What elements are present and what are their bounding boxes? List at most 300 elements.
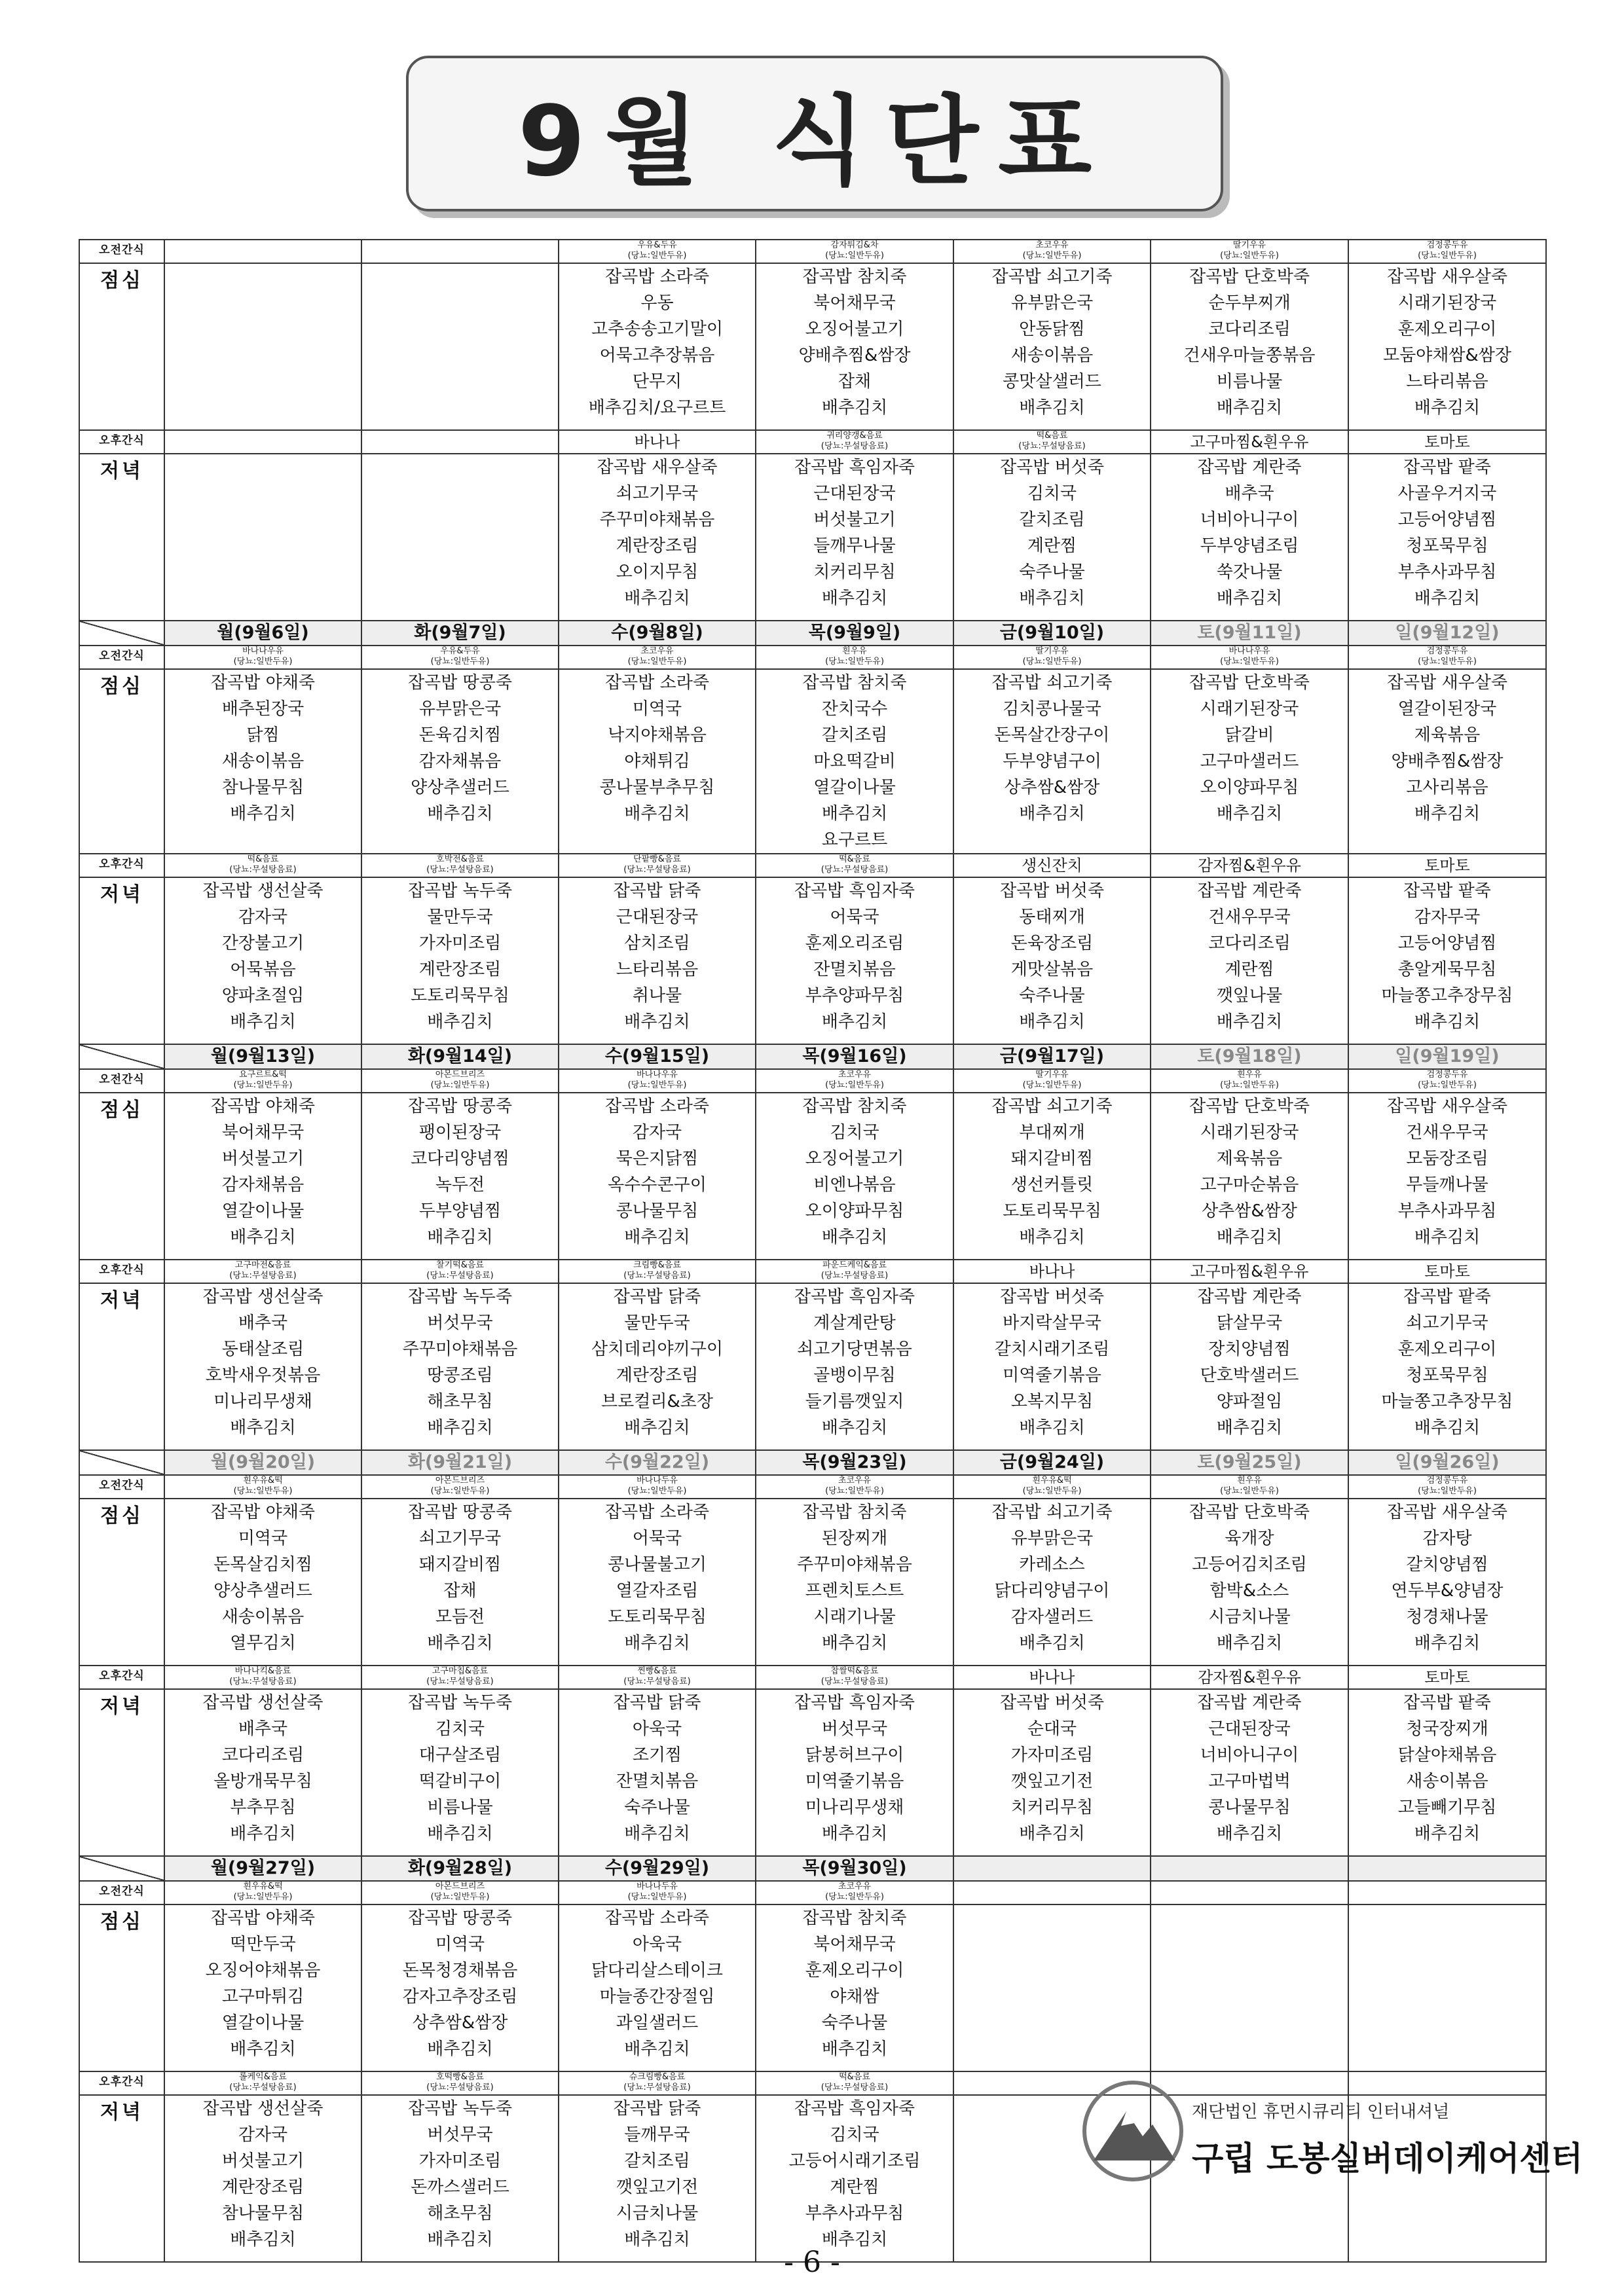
menu-item: 고구마샐러드 — [1200, 752, 1299, 771]
menu-item: 배추김치 — [624, 2039, 690, 2059]
dinner-cell — [756, 2095, 953, 2262]
menu-item: 계란찜 — [1027, 536, 1077, 556]
morning-label: 오전간식 — [79, 1475, 164, 1499]
center-logo — [1080, 2079, 1583, 2200]
morning-cell — [164, 1475, 361, 1499]
menu-item: 롤케익&음료 — [239, 2072, 287, 2082]
menu-item: 건새우무국 — [1406, 1123, 1488, 1142]
menu-item: 고구마순볶음 — [1200, 1175, 1299, 1195]
lunch-cell — [953, 1093, 1151, 1260]
menu-item: 청국장찌개 — [1406, 1719, 1488, 1739]
menu-item: 건새우무국 — [1208, 907, 1291, 927]
menu-item: 바나나 — [1029, 1668, 1075, 1686]
menu-item: 배추김치 — [1019, 1012, 1085, 1032]
menu-item: 유부맑은국 — [1010, 1529, 1094, 1548]
menu-item: 배추김치 — [230, 804, 296, 824]
menu-item: 떡&음료 — [1036, 431, 1068, 441]
menu-item: 크림빵&음료 — [633, 1260, 681, 1270]
menu-item: 배추김치 — [427, 1418, 493, 1438]
menu-item: 마늘종간장절임 — [599, 1987, 715, 2007]
menu-item: 부추무침 — [230, 1798, 296, 1817]
menu-item: 잡곡밥 야채죽 — [211, 1503, 315, 1522]
menu-item: 새송이볶음 — [1010, 346, 1094, 365]
lunch-cell — [1151, 669, 1348, 854]
menu-item: (당뇨:무설탕음료) — [229, 865, 297, 875]
menu-item: 시래기된장국 — [1200, 699, 1299, 719]
center-name: 구립 도봉실버데이케어센터 — [1192, 2140, 1583, 2178]
menu-item: (당뇨:일반두유) — [825, 1892, 884, 1902]
menu-item: 버섯무국 — [427, 1313, 493, 1333]
menu-item: 배추김치 — [624, 804, 690, 824]
menu-item: 버섯무국 — [821, 1719, 888, 1739]
menu-item: (당뇨:무설탕음료) — [623, 865, 691, 875]
morning-cell — [953, 1881, 1151, 1904]
menu-item: 잡곡밥 소라죽 — [605, 1097, 709, 1116]
menu-item: 잡곡밥 계란죽 — [1197, 881, 1302, 901]
morning-cell — [559, 1881, 756, 1904]
morning-cell — [164, 1069, 361, 1093]
lunch-cell — [1348, 1499, 1546, 1666]
menu-item: 양배추찜&쌈장 — [1391, 752, 1504, 771]
menu-item: 잡곡밥 닭죽 — [613, 881, 701, 901]
lunch-cell — [756, 669, 953, 854]
lunch-cell — [953, 1904, 1151, 2071]
menu-item: 배추김치 — [1216, 1418, 1283, 1438]
afternoon-cell — [361, 2071, 559, 2095]
menu-item: 배추김치 — [427, 1012, 493, 1032]
menu-item: 부추사과무침 — [805, 2204, 904, 2223]
menu-item: 도토리묵무침 — [1003, 1201, 1101, 1221]
menu-item: 갈치양념찜 — [1406, 1555, 1488, 1575]
afternoon-cell — [756, 1260, 953, 1283]
menu-item: 깻잎고기전 — [1010, 1772, 1094, 1791]
morning-cell — [756, 1475, 953, 1499]
menu-item: 감자채볶음 — [418, 752, 502, 771]
menu-item: 두부양념조림 — [1200, 536, 1299, 556]
dinner-cell — [164, 877, 361, 1044]
menu-item: 잡곡밥 버섯죽 — [1000, 1693, 1104, 1713]
lunch-cell — [953, 1499, 1151, 1666]
dinner-cell — [1348, 1283, 1546, 1450]
menu-item: 치커리무침 — [1010, 1798, 1094, 1817]
menu-item: (당뇨:무설탕음료) — [821, 1677, 889, 1686]
menu-item: 코다리양념찜 — [411, 1149, 509, 1169]
menu-item: 숙주나물 — [624, 1798, 690, 1817]
morning-cell — [953, 1069, 1151, 1093]
menu-item: 떡갈비구이 — [418, 1772, 502, 1791]
menu-item: 상추쌈&쌈장 — [412, 2013, 508, 2033]
menu-item: 배추김치 — [427, 1633, 493, 1653]
menu-item: (당뇨:일반두유) — [430, 1892, 490, 1902]
menu-item: 양파초절임 — [221, 986, 304, 1006]
menu-item: 배추김치 — [1216, 589, 1283, 608]
menu-item: 어묵국 — [830, 907, 879, 927]
menu-item: 된장찌개 — [821, 1529, 888, 1548]
dinner-cell — [1348, 1689, 1546, 1856]
menu-item: 너비아니구이 — [1200, 1745, 1299, 1765]
menu-item: (당뇨:일반두유) — [1418, 1080, 1477, 1090]
afternoon-row — [79, 430, 1546, 454]
menu-item: 바나나두유 — [637, 1882, 678, 1891]
menu-item: 두부양념찜 — [418, 1201, 502, 1221]
menu-item: 배추김치 — [1414, 398, 1481, 418]
menu-item: 부대찌개 — [1019, 1123, 1085, 1142]
menu-item: 초코우유 — [640, 646, 674, 656]
menu-item: 배추김치 — [1414, 1012, 1481, 1032]
date-cell: 토(9월11일) — [1151, 621, 1348, 646]
menu-item: 잡곡밥 땅콩죽 — [408, 1908, 512, 1928]
menu-item: 도토리묵무침 — [411, 986, 509, 1006]
menu-item: 잡곡밥 쇠고기죽 — [991, 1503, 1113, 1522]
lunch-label: 점심 — [79, 1499, 164, 1666]
menu-item: 닭살야채볶음 — [1397, 1745, 1497, 1765]
dinner-row — [79, 877, 1546, 1044]
menu-item: 훈제오리조림 — [805, 934, 904, 953]
menu-item: (당뇨:무설탕음료) — [821, 441, 889, 451]
dinner-label: 저녁 — [79, 1689, 164, 1856]
menu-item: 초코우유 — [838, 1882, 872, 1891]
menu-item: (당뇨:일반두유) — [1418, 1486, 1477, 1496]
menu-item: 시금치나물 — [1208, 1607, 1291, 1627]
dinner-cell — [164, 2095, 361, 2262]
menu-item: 배추김치 — [1216, 804, 1283, 824]
dinner-cell — [559, 2095, 756, 2262]
afternoon-cell — [756, 1666, 953, 1689]
menu-item: 근대된장국 — [616, 907, 699, 927]
menu-item: 잡곡밥 생선살죽 — [202, 1693, 323, 1713]
menu-item: 버섯무국 — [427, 2125, 493, 2145]
date-cell: 수(9월22일) — [559, 1450, 756, 1475]
afternoon-cell — [953, 1260, 1151, 1283]
menu-item: 잡곡밥 팥죽 — [1403, 1693, 1491, 1713]
menu-item: (당뇨:무설탕음료) — [821, 2083, 889, 2092]
date-corner — [79, 1044, 164, 1069]
menu-item: 치커리무침 — [813, 562, 896, 582]
menu-item: 땅콩조림 — [427, 1366, 493, 1385]
date-corner — [79, 1856, 164, 1881]
menu-item: 잡곡밥 녹두죽 — [408, 2099, 512, 2119]
morning-cell — [756, 1881, 953, 1904]
dinner-cell — [1348, 877, 1546, 1044]
lunch-cell — [953, 263, 1151, 430]
lunch-cell — [756, 1093, 953, 1260]
menu-item: 주꾸미야채볶음 — [599, 510, 715, 530]
menu-item: 갈치조림 — [821, 725, 888, 745]
menu-item: 열무김치 — [230, 1633, 296, 1653]
menu-item: 숙주나물 — [1019, 562, 1085, 582]
dinner-cell — [361, 1283, 559, 1450]
menu-item: 배추김치 — [1019, 1228, 1085, 1247]
menu-item: 열갈이나물 — [221, 1201, 304, 1221]
menu-item: 잡곡밥 소라죽 — [605, 267, 709, 287]
menu-item: 배추김치 — [1414, 1633, 1481, 1653]
menu-item: 토마토 — [1424, 856, 1470, 875]
menu-item: 콩나물무침 — [1208, 1798, 1291, 1817]
menu-item: 해초무침 — [427, 2204, 493, 2223]
menu-item: 호박새우젓볶음 — [205, 1366, 321, 1385]
lunch-cell — [164, 1904, 361, 2071]
menu-item: 버섯불고기 — [221, 2151, 304, 2171]
morning-cell — [1348, 1069, 1546, 1093]
menu-item: 북어채무국 — [813, 293, 896, 313]
menu-item: (당뇨:일반두유) — [825, 1486, 884, 1496]
menu-item: 잡곡밥 계란죽 — [1197, 1287, 1302, 1307]
menu-item: 부추사과무침 — [1397, 1201, 1497, 1221]
menu-item: 콩나물불고기 — [608, 1555, 707, 1575]
afternoon-cell — [164, 854, 361, 877]
date-cell: 화(9월14일) — [361, 1044, 559, 1069]
date-cell: 금(9월17일) — [953, 1044, 1151, 1069]
menu-item: 골뱅이무침 — [813, 1366, 896, 1385]
menu-item: 바나나우유 — [637, 1070, 678, 1080]
menu-item: 북어채무국 — [813, 1935, 896, 1954]
menu-item: 배추김치 — [1019, 1824, 1085, 1844]
menu-item: 물만두국 — [624, 1313, 690, 1333]
dinner-cell — [756, 877, 953, 1044]
menu-item: (당뇨:무설탕음료) — [623, 1677, 691, 1686]
lunch-cell — [1151, 1093, 1348, 1260]
menu-item: 갈치시래기조림 — [994, 1339, 1110, 1359]
menu-item: 돈육김치찜 — [418, 725, 502, 745]
menu-item: 닭봉허브구이 — [805, 1745, 904, 1765]
menu-item: 잡곡밥 팥죽 — [1403, 458, 1491, 477]
morning-cell — [1151, 1881, 1348, 1904]
dinner-cell — [559, 877, 756, 1044]
menu-item: 유부맑은국 — [1010, 293, 1094, 313]
menu-item: 잡곡밥 땅콩죽 — [408, 1097, 512, 1116]
menu-item: 참나물무침 — [221, 778, 304, 797]
date-cell: 목(9월30일) — [756, 1856, 953, 1881]
menu-item: 고구마칩&음료 — [432, 1666, 489, 1676]
lunch-cell — [559, 669, 756, 854]
date-cell: 금(9월10일) — [953, 621, 1151, 646]
afternoon-cell — [953, 854, 1151, 877]
menu-item: 시래기된장국 — [1397, 293, 1497, 313]
afternoon-label: 오후간식 — [79, 430, 164, 454]
dinner-row — [79, 1283, 1546, 1450]
menu-item: 어묵국 — [632, 1529, 682, 1548]
menu-item: 김치국 — [830, 2125, 879, 2145]
menu-item: 배추김치 — [821, 804, 888, 824]
menu-item: 버섯불고기 — [813, 510, 896, 530]
menu-item: 해초무침 — [427, 1392, 493, 1412]
menu-item: 배추김치 — [821, 2039, 888, 2059]
menu-item: (당뇨:일반두유) — [825, 251, 884, 261]
menu-item: (당뇨:일반두유) — [430, 1080, 490, 1090]
menu-item: 쇠고기무국 — [616, 484, 699, 503]
menu-item: 검정콩두유 — [1426, 1476, 1468, 1485]
menu-item: 요구르트 — [821, 830, 888, 850]
afternoon-cell — [559, 2071, 756, 2095]
menu-item: 초코우유 — [1035, 240, 1069, 250]
lunch-cell — [756, 1499, 953, 1666]
menu-item: 가자미조림 — [418, 2151, 502, 2171]
menu-item: 취나물 — [632, 986, 682, 1006]
menu-item: 순두부찌개 — [1208, 293, 1291, 313]
menu-item: 건새우마늘쫑볶음 — [1183, 346, 1316, 365]
menu-item: 배추김치 — [1414, 804, 1481, 824]
menu-item: 고구마법벅 — [1208, 1772, 1291, 1791]
menu-item: 배추김치 — [1216, 398, 1283, 418]
menu-item: 비름나물 — [427, 1798, 493, 1817]
menu-item: (당뇨:일반두유) — [1418, 251, 1477, 261]
dinner-row — [79, 454, 1546, 621]
menu-item: 배추김치 — [1216, 1228, 1283, 1247]
menu-item: 고추송송고기말이 — [591, 319, 723, 339]
menu-item: (당뇨:일반두유) — [1220, 251, 1279, 261]
menu-item: 배추김치 — [1414, 1228, 1481, 1247]
menu-item: 호박전&음료 — [436, 854, 484, 864]
menu-item: 바나나킥&음료 — [234, 1666, 291, 1676]
menu-item: 도토리묵무침 — [608, 1607, 707, 1627]
menu-item: (당뇨:무설탕음료) — [821, 1271, 889, 1281]
menu-item: 올방개묵무침 — [213, 1772, 312, 1791]
menu-item: (당뇨:일반두유) — [627, 1486, 687, 1496]
dinner-cell — [953, 1689, 1151, 1856]
date-cell — [1151, 1856, 1348, 1881]
menu-item: 배추김치 — [624, 1418, 690, 1438]
lunch-cell — [1151, 1904, 1348, 2071]
menu-item: 잡곡밥 땅콩죽 — [408, 673, 512, 693]
menu-item: 배추김치 — [1019, 398, 1085, 418]
menu-item: 과일샐러드 — [616, 2013, 699, 2033]
menu-item: (당뇨:무설탕음료) — [1018, 441, 1086, 451]
menu-item: 잡곡밥 참치죽 — [802, 267, 907, 287]
menu-item: (당뇨:일반두유) — [233, 1892, 293, 1902]
menu-item: 너비아니구이 — [1200, 510, 1299, 530]
menu-item: 초코우유 — [838, 1070, 872, 1080]
menu-item: 배추김치 — [624, 589, 690, 608]
menu-item: 아몬드브리즈 — [435, 1070, 485, 1080]
menu-item: 흰우유&떡 — [243, 1882, 283, 1891]
menu-item: (당뇨:일반두유) — [1022, 657, 1082, 666]
menu-item: 배추김치 — [1414, 1418, 1481, 1438]
menu-item: 잡곡밥 흑임자죽 — [794, 1693, 915, 1713]
afternoon-cell — [1151, 1260, 1348, 1283]
dinner-label: 저녁 — [79, 454, 164, 621]
menu-item: 들기름깻잎지 — [805, 1392, 904, 1412]
morning-row — [79, 1475, 1546, 1499]
menu-item: 배추김치 — [1019, 1418, 1085, 1438]
date-cell: 화(9월7일) — [361, 621, 559, 646]
lunch-cell — [361, 1499, 559, 1666]
menu-item: 시금치나물 — [616, 2204, 699, 2223]
menu-item: 부추양파무침 — [805, 986, 904, 1006]
lunch-cell — [361, 669, 559, 854]
afternoon-cell — [1151, 1666, 1348, 1689]
menu-item: 잡곡밥 참치죽 — [802, 1097, 907, 1116]
menu-item: 청경채나물 — [1406, 1607, 1488, 1627]
menu-item: 잡곡밥 흑임자죽 — [794, 2099, 915, 2119]
menu-item: 잡곡밥 팥죽 — [1403, 1287, 1491, 1307]
menu-item: 바나나 — [1029, 1262, 1075, 1281]
menu-item: 바나나두유 — [637, 1476, 678, 1485]
afternoon-label: 오후간식 — [79, 854, 164, 877]
menu-item: 잡곡밥 소라죽 — [605, 1908, 709, 1928]
menu-item: 검정콩두유 — [1426, 1070, 1468, 1080]
menu-item: 배추김치 — [624, 1633, 690, 1653]
menu-item: 잡곡밥 계란죽 — [1197, 1693, 1302, 1713]
dinner-cell — [953, 454, 1151, 621]
menu-item: 간장불고기 — [221, 934, 304, 953]
morning-row — [79, 1881, 1546, 1904]
dinner-cell — [1348, 454, 1546, 621]
afternoon-cell — [1348, 854, 1546, 877]
menu-item: 슈크림빵&음료 — [629, 2072, 686, 2082]
dinner-cell — [1151, 877, 1348, 1044]
menu-item: 잡곡밥 흑임자죽 — [794, 881, 915, 901]
morning-cell — [953, 1475, 1151, 1499]
morning-cell — [756, 646, 953, 669]
menu-item: (당뇨:일반두유) — [627, 1080, 687, 1090]
morning-row — [79, 240, 1546, 263]
menu-item: (당뇨:일반두유) — [1022, 1486, 1082, 1496]
afternoon-cell — [1151, 854, 1348, 877]
menu-item: 장치양념찜 — [1208, 1339, 1291, 1359]
menu-item: 청포묵무침 — [1406, 536, 1488, 556]
menu-item: 잡곡밥 야채죽 — [211, 1097, 315, 1116]
date-cell: 금(9월24일) — [953, 1450, 1151, 1475]
morning-cell — [756, 1069, 953, 1093]
menu-item: 새송이볶음 — [221, 1607, 304, 1627]
menu-item: 아욱국 — [632, 1935, 682, 1954]
date-row — [79, 1044, 1546, 1069]
menu-item: 계란장조림 — [418, 960, 502, 979]
menu-item: 코다리조림 — [1208, 934, 1291, 953]
menu-item: 생선커틀릿 — [1010, 1175, 1094, 1195]
menu-item: 잡곡밥 쇠고기죽 — [991, 1097, 1113, 1116]
menu-item: 잡곡밥 단호박죽 — [1189, 1097, 1310, 1116]
menu-item: 딸기우유 — [1035, 646, 1069, 656]
menu-item: 흰우유 — [1237, 1070, 1262, 1080]
morning-label: 오전간식 — [79, 646, 164, 669]
dinner-cell — [953, 877, 1151, 1044]
page-number: - 6 - — [784, 2246, 840, 2279]
dinner-label: 저녁 — [79, 2095, 164, 2262]
menu-item: 잡곡밥 생선살죽 — [202, 881, 323, 901]
afternoon-label: 오후간식 — [79, 1666, 164, 1689]
afternoon-cell — [559, 430, 756, 454]
menu-item: 모둠야채쌈&쌈장 — [1382, 346, 1512, 365]
date-cell: 화(9월21일) — [361, 1450, 559, 1475]
menu-item: 배추김치/요구르트 — [588, 398, 726, 418]
menu-item: 콩맛살샐러드 — [1003, 372, 1101, 392]
morning-label: 오전간식 — [79, 1069, 164, 1093]
afternoon-row — [79, 1260, 1546, 1283]
menu-item: 잡곡밥 생선살죽 — [202, 2099, 323, 2119]
date-cell: 목(9월23일) — [756, 1450, 953, 1475]
lunch-cell — [164, 1093, 361, 1260]
menu-item: 고구마찜&흰우유 — [1190, 1262, 1309, 1281]
menu-item: 옥수수콘구이 — [608, 1175, 707, 1195]
menu-item: 배추김치 — [230, 2039, 296, 2059]
menu-item: 참나물무침 — [221, 2204, 304, 2223]
morning-label: 오전간식 — [79, 240, 164, 263]
menu-item: 고사리볶음 — [1406, 778, 1488, 797]
menu-item: 바나나우유 — [242, 646, 284, 656]
menu-item: (당뇨:무설탕음료) — [426, 865, 494, 875]
morning-cell — [559, 646, 756, 669]
menu-item: 무들깨나물 — [1406, 1175, 1488, 1195]
menu-item: 잡곡밥 녹두죽 — [408, 1287, 512, 1307]
menu-item: 깻잎나물 — [1216, 986, 1283, 1006]
lunch-cell — [361, 1093, 559, 1260]
lunch-cell — [1348, 1093, 1546, 1260]
menu-item: 돼지갈비찜 — [1010, 1149, 1094, 1169]
menu-item: 감자탕 — [1422, 1529, 1472, 1548]
afternoon-cell — [361, 1260, 559, 1283]
menu-item: 숙주나물 — [1019, 986, 1085, 1006]
